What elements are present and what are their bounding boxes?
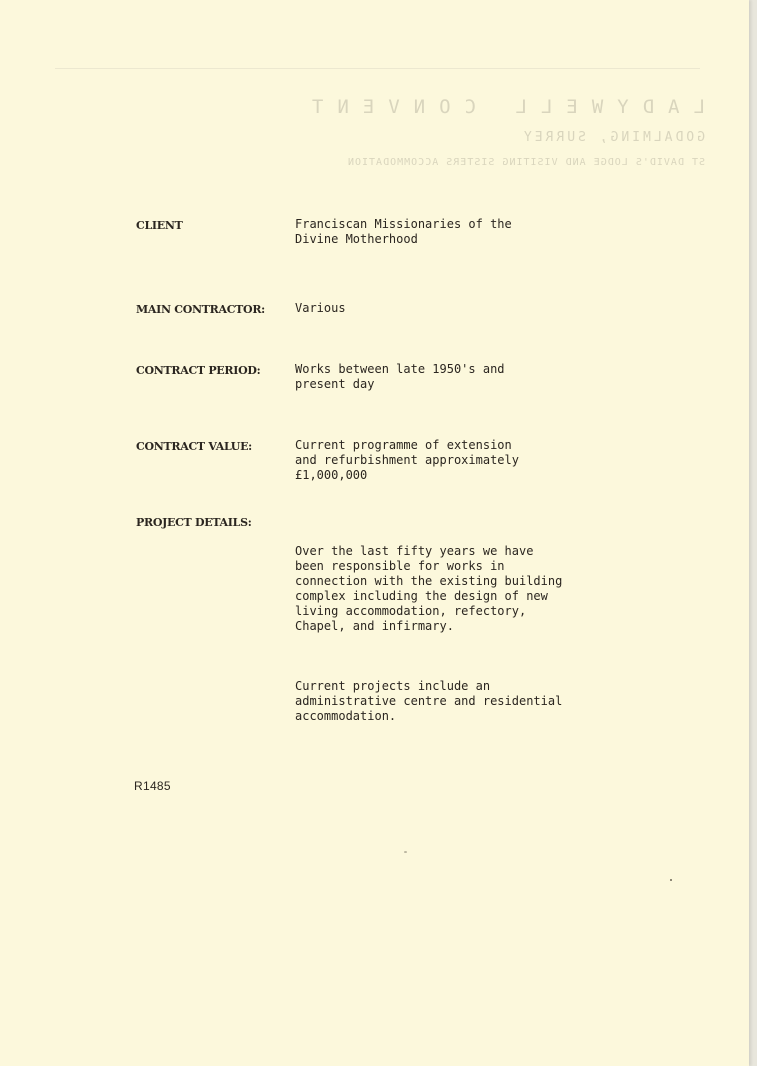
project-details-paragraph: Over the last fifty years we have been responsible for works in connection with the existing building complex including the design of new living accommodation, refectory, Chapel, and infirmary. <box>295 544 563 633</box>
client-value: Franciscan Missionaries of the Divine Motherhood <box>295 217 512 246</box>
project-details-row <box>136 514 636 754</box>
client-label: CLIENT <box>136 219 183 232</box>
project-details-label: PROJECT DETAILS: <box>136 516 252 529</box>
project-details-sheet <box>136 217 636 754</box>
project-details-value <box>295 514 562 754</box>
letterhead-bleed-place: GODALMING, SURREY <box>520 130 705 145</box>
contract-value-row <box>136 438 636 514</box>
main-contractor-value: Various <box>295 301 346 315</box>
project-details-paragraph: Current projects include an administrative centre and residential accommodation. <box>295 679 563 723</box>
contract-period-row <box>136 362 636 438</box>
letterhead-bleed-title: LADYWELL CONVENT <box>297 96 705 118</box>
contract-value-value: Current programme of extension and refurbishment approximately £1,000,000 <box>295 438 519 482</box>
faint-stamp-mark <box>25 873 186 996</box>
main-contractor-label: MAIN CONTRACTOR: <box>136 303 265 316</box>
paper-speck <box>670 879 672 881</box>
main-contractor-row <box>136 301 636 362</box>
contract-period-label: CONTRACT PERIOD: <box>136 364 261 377</box>
client-row <box>136 217 636 301</box>
letterhead-bleed-project: ST DAVID'S LODGE AND VISITING SISTERS ACCOMMODATION <box>346 157 705 168</box>
paper-speck <box>404 851 407 853</box>
letterhead-bleed-rule <box>55 68 700 69</box>
contract-period-value: Works between late 1950's and present day <box>295 362 505 391</box>
contract-value-label: CONTRACT VALUE: <box>136 440 252 453</box>
reference-number: R1485 <box>134 779 171 793</box>
